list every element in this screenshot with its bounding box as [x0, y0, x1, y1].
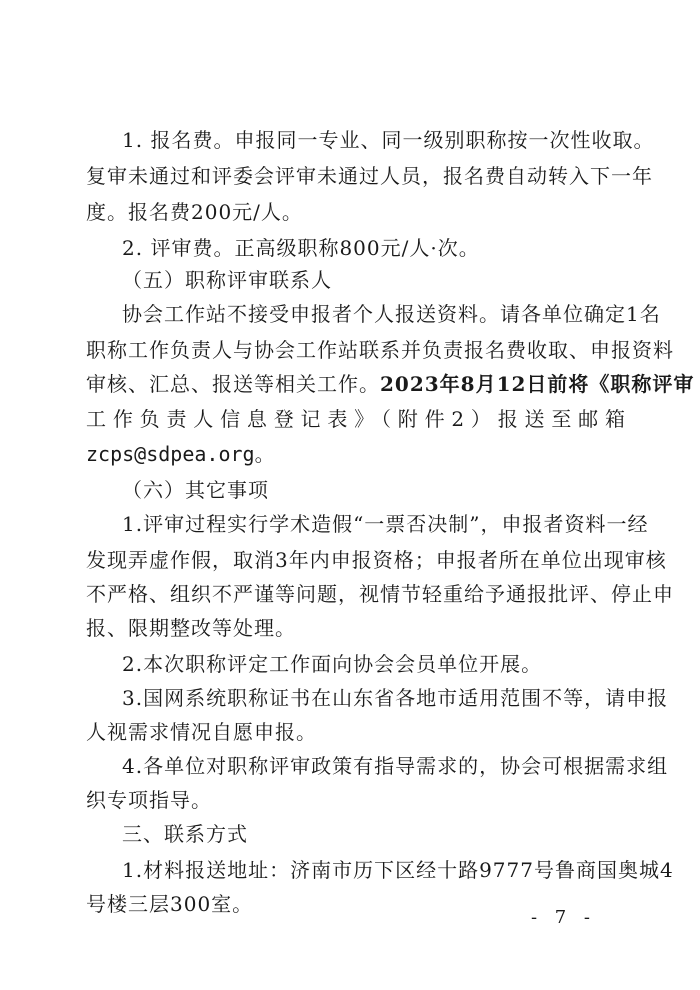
text-line: 4.各单位对职称评审政策有指导需求的，协会可根据需求组	[122, 754, 669, 778]
section-heading: （五）职称评审联系人	[122, 268, 332, 292]
text-line: 3.国网系统职称证书在山东省各地市适用范围不等，请申报	[122, 686, 669, 710]
text-line: 人视需求情况自愿申报。	[86, 720, 317, 744]
text-line: 协会工作站不接受申报者个人报送资料。请各单位确定1名	[122, 302, 661, 326]
text-line: 1.材料报送地址：济南市历下区经十路9777号鲁商国奥城4	[122, 858, 674, 882]
text-line: 不严格、组织不严谨等问题，视情节轻重给予通报批评、停止申	[86, 582, 674, 606]
text-segment: 审核、汇总、报送等相关工作。	[86, 372, 380, 396]
text-line: 织专项指导。	[86, 788, 212, 812]
deadline-highlight: 2023年8月12日前将《职称评审	[380, 372, 695, 396]
page-number: - 7 -	[530, 907, 596, 928]
text-line: 职称工作负责人与协会工作站联系并负责报名费收取、申报资料	[86, 338, 674, 362]
text-line: 复审未通过和评委会评审未通过人员，报名费自动转入下一年	[86, 164, 653, 188]
text-line: 1. 报名费。申报同一专业、同一级别职称按一次性收取。	[122, 128, 655, 152]
text-line: 1.评审过程实行学术造假“一票否决制”，申报者资料一经	[122, 512, 649, 536]
text-line: 2.本次职称评定工作面向协会会员单位开展。	[122, 652, 543, 676]
text-line: 发现弄虚作假，取消3年内申报资格；申报者所在单位出现审核	[86, 548, 667, 572]
email-address: zcps@sdpea.org。	[86, 442, 275, 466]
section-heading: （六）其它事项	[122, 478, 269, 502]
text-line: 号楼三层300室。	[86, 892, 254, 916]
text-line: 度。报名费200元/人。	[86, 200, 303, 224]
text-line	[86, 370, 695, 398]
text-line: 工作负责人信息登记表》（附件2）报送至邮箱	[86, 407, 626, 431]
section-heading: 三、联系方式	[122, 822, 248, 846]
text-line: 报、限期整改等处理。	[86, 616, 296, 640]
text-line: 2. 评审费。正高级职称800元/人·次。	[122, 236, 480, 260]
